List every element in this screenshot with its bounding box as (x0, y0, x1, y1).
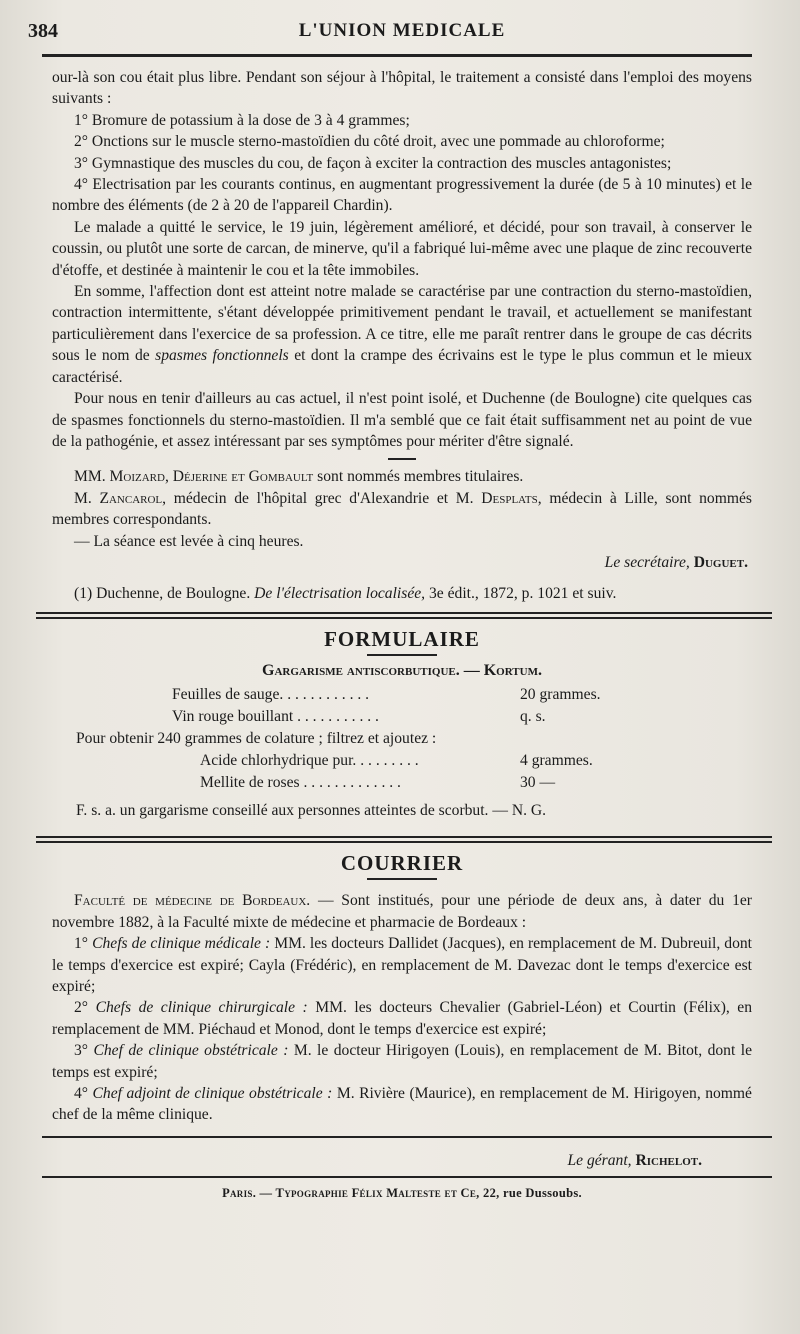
appointment-item (52, 997, 752, 1040)
secretary-label: Le secrétaire, (604, 553, 690, 571)
item-number: 1° (74, 935, 89, 953)
appointment-text: M. Rivière (Maurice), en remplacement de M. Hirigoyen, nommé chef de la même clinique. (52, 1085, 752, 1124)
appointment-text: M. le docteur Hirigoyen (Louis), en remplacement de M. Bitot, dont le temps est expiré; (52, 1042, 752, 1081)
treatment-item-1: 1° Bromure de potassium à la dose de 3 à 4 grammes; (74, 111, 410, 129)
institution-name: Faculté de médecine de Bordeaux. (74, 892, 311, 910)
gerant-signature (52, 1152, 752, 1170)
appointment-text: MM. les docteurs Chevalier (Gabriel-Léon) et Courtin (Félix), en remplacement de MM. Piéchaud et Monod, dont le temps d'exercice est expiré; (52, 999, 753, 1038)
member-names: MM. Moizard, Déjerine et Gombault (74, 468, 314, 486)
separator (388, 458, 416, 460)
adjournment: — La séance est levée à cinq heures. (74, 532, 304, 550)
recipe-title: Gargarisme antiscorbutique. — Kortum. (262, 662, 542, 680)
secretary-signature (52, 552, 752, 573)
treatment-item-3: 3° Gymnastique des muscles du cou, de façon à exciter la contraction des muscles antagonistes; (74, 154, 672, 172)
ingredient-qty: 30 — (520, 774, 556, 792)
ingredient-row (52, 706, 752, 728)
title-underline (367, 654, 437, 656)
ingredient-row (52, 772, 752, 794)
secretary-name: Duguet. (693, 553, 748, 571)
printer-imprint (52, 1186, 752, 1201)
ingredient-name: Vin rouge bouillant . . . . . . . . . . . (172, 708, 379, 726)
treatment-item-2: 2° Onctions sur le muscle sterno-mastoïdien du côté droit, avec une pommade au chloroforme; (74, 133, 665, 151)
appointment-role: Chef de clinique obstétricale : (93, 1042, 289, 1060)
ingredient-row (52, 750, 752, 772)
ingredient-qty: 4 grammes. (520, 752, 593, 770)
item-number: 2° (74, 999, 89, 1017)
treatment-item-4: 4° Electrisation par les courants continus, en augmentant progressivement la durée (de 5 à 10 minutes) et le nombre des éléments (de 2 à 20 de l'appareil Chardin). (52, 176, 752, 215)
appointment-item (52, 933, 752, 997)
ingredient-name: Mellite de roses . . . . . . . . . . . . . (200, 774, 401, 792)
footnote-text: 3e édit., 1872, p. 1021 et suiv. (429, 585, 617, 603)
paragraph-text: En somme, l'affection dont est atteint notre malade se caractérise par une contraction du sterno-mastoïdien, contraction intermittente, s'étant développée primitivement pendant le travail, et actuellement se manifestant particulièrement dans l'exercice de sa profession. A ce titre, elle me paraît rentrer dans le groupe de cas décrits sous le nom de (52, 283, 752, 365)
recipe (52, 684, 752, 822)
section-double-rule (36, 836, 772, 843)
footnote (52, 583, 752, 604)
journal-title: L'UNION MEDICALE (298, 20, 506, 41)
section-double-rule (36, 612, 772, 619)
corr-text: médecin à Lille, sont nommés membres correspondants. (52, 489, 752, 529)
appointment-role: Chefs de clinique chirurgicale : (95, 999, 308, 1017)
member-name: M. Zancarol, (74, 489, 167, 507)
gerant-name: Richelot. (635, 1151, 702, 1169)
appointment-item (52, 1083, 752, 1126)
paragraph: Pour nous en tenir d'ailleurs au cas actuel, il n'est point isolé, et Duchenne (de Boulogne) cite quelques cas de spasmes fonctionnels du sterno-mastoïdien. Il m'a semblé que ce fait était suffisamment net au point de vue de la pathogénie, et assez intéressant par ses symptômes pour mériter d'être signalé. (52, 390, 752, 450)
paragraph-text: et dont la crampe des écrivains est le type le plus commun et le mieux caractérisé. (52, 347, 752, 386)
footnote-text: (1) Duchenne, de Boulogne. (74, 585, 251, 603)
footnote-title: De l'électrisation localisée, (254, 585, 426, 603)
formulaire-title: FORMULAIRE (324, 627, 480, 652)
paragraph (52, 281, 752, 388)
courrier-body (52, 890, 752, 1125)
item-number: 4° (74, 1085, 89, 1102)
corr-text: médecin de l'hôpital grec d'Alexandrie et (173, 489, 449, 507)
recipe-note: F. s. a. un gargarisme conseillé aux personnes atteintes de scorbut. — N. G. (76, 802, 547, 820)
appointment-role: Chefs de clinique médicale : (92, 935, 271, 953)
ingredient-name: Feuilles de sauge. . . . . . . . . . . . (172, 686, 370, 704)
paragraph: our-là son cou était plus libre. Pendant son séjour à l'hôpital, le traitement a consisté dans l'emploi des moyens suivants : (52, 69, 752, 108)
recipe-instruction: Pour obtenir 240 grammes de colature ; filtrez et ajoutez : (76, 730, 437, 748)
correspondants-announcement (52, 488, 752, 531)
appointment-item (52, 1040, 752, 1083)
ingredient-qty: q. s. (520, 708, 546, 726)
appointment-text: MM. les docteurs Dallidet (Jacques), en remplacement de M. Dubreuil, dont le temps d'exercice est expiré; Cayla (Frédéric), en remplacement de M. Davezac dont le temps d'exercice est expiré; (52, 935, 752, 995)
ingredient-name: Acide chlorhydrique pur. . . . . . . . . (200, 752, 419, 770)
courrier-text: — Sont institués, pour une période de deux ans, à dater du 1er novembre 1882, à la Faculté mixte de médecine et pharmacie de Bordeaux : (52, 892, 752, 931)
header-rule (42, 54, 752, 57)
running-head (28, 16, 752, 46)
page-number: 384 (28, 20, 58, 42)
footer-rule (42, 1176, 772, 1178)
article-body (52, 67, 752, 573)
member-name: M. Desplats, (455, 489, 542, 507)
members-text: sont nommés membres titulaires. (317, 468, 524, 486)
title-underline (367, 878, 437, 880)
imprint-text: Paris. — Typographie Félix (222, 1185, 383, 1200)
gerant-label: Le gérant, (567, 1151, 632, 1169)
paragraph: Le malade a quitté le service, le 19 juin, légèrement amélioré, et décidé, pour son travail, à conserver le coussin, ou plutôt une sorte de carcan, de minerve, qu'il a fabriqué lui-même avec une plaque de zinc recouverte d'étoffe, et destinée à maintenir le cou et la tête immobiles. (52, 218, 752, 279)
ingredient-qty: 20 grammes. (520, 686, 601, 704)
courrier-intro (52, 890, 752, 933)
ingredient-row (52, 684, 752, 706)
item-number: 3° (74, 1042, 89, 1060)
courrier-title: COURRIER (340, 851, 464, 876)
printer-name: Malteste et Ce, (386, 1185, 480, 1200)
members-announcement (52, 466, 752, 487)
imprint-address: 22, rue Dussoubs. (483, 1185, 582, 1200)
emphasis-text: spasmes fonctionnels (155, 347, 289, 365)
closing-rule (42, 1136, 772, 1138)
appointment-role: Chef adjoint de clinique obstétricale : (92, 1085, 333, 1102)
